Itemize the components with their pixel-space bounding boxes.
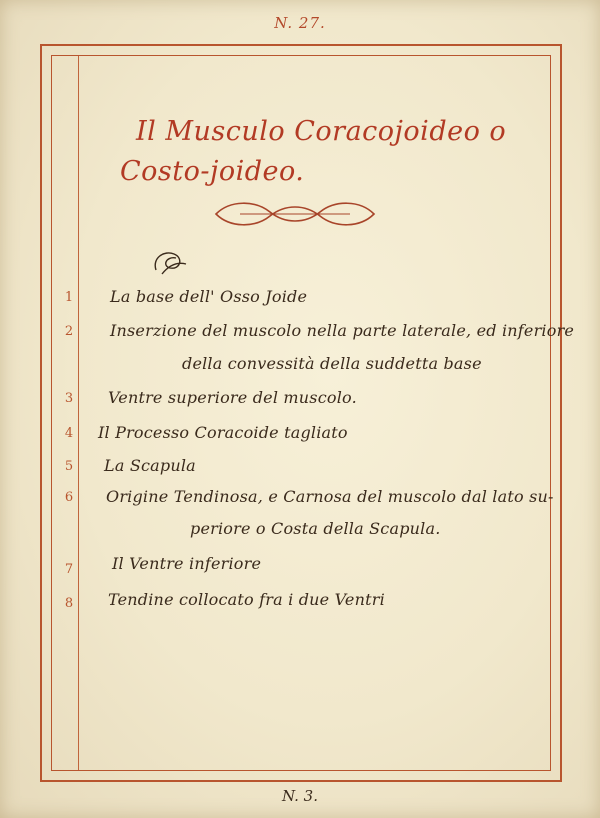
page-title: Il Musculo Coracojoideo o Costo-joideo. <box>120 116 507 187</box>
item-number: 8 <box>64 596 74 611</box>
item-number: 2 <box>64 324 74 339</box>
page-number: N. 3. <box>281 787 318 805</box>
item-text: Ventre superiore del muscolo. <box>108 388 357 407</box>
item-number: 6 <box>64 490 74 505</box>
item-text: La Scapula <box>104 456 196 475</box>
item-text: Tendine collocato fra i due Ventri <box>108 590 385 609</box>
item-text-line: Origine Tendinosa, e Carnosa del muscolo dal lato su- <box>106 487 554 506</box>
item-number: 1 <box>64 290 74 305</box>
item-text: La base dell' Osso Joide <box>110 287 308 306</box>
item-text: Il Ventre inferiore <box>112 554 262 573</box>
item-text: Il Processo Coracoide tagliato <box>98 423 348 442</box>
item-number: 4 <box>64 426 74 441</box>
item-number: 7 <box>64 562 74 577</box>
item-text-line: Inserzione del muscolo nella parte laterale, ed inferiore <box>110 321 575 340</box>
item-text-line: periore o Costa della Scapula. <box>190 519 441 538</box>
plate-number: N. 27. <box>274 14 326 32</box>
item-text-line: della convessità della suddetta base <box>182 354 482 373</box>
item-number: 5 <box>64 459 74 474</box>
item-number: 3 <box>64 391 74 406</box>
